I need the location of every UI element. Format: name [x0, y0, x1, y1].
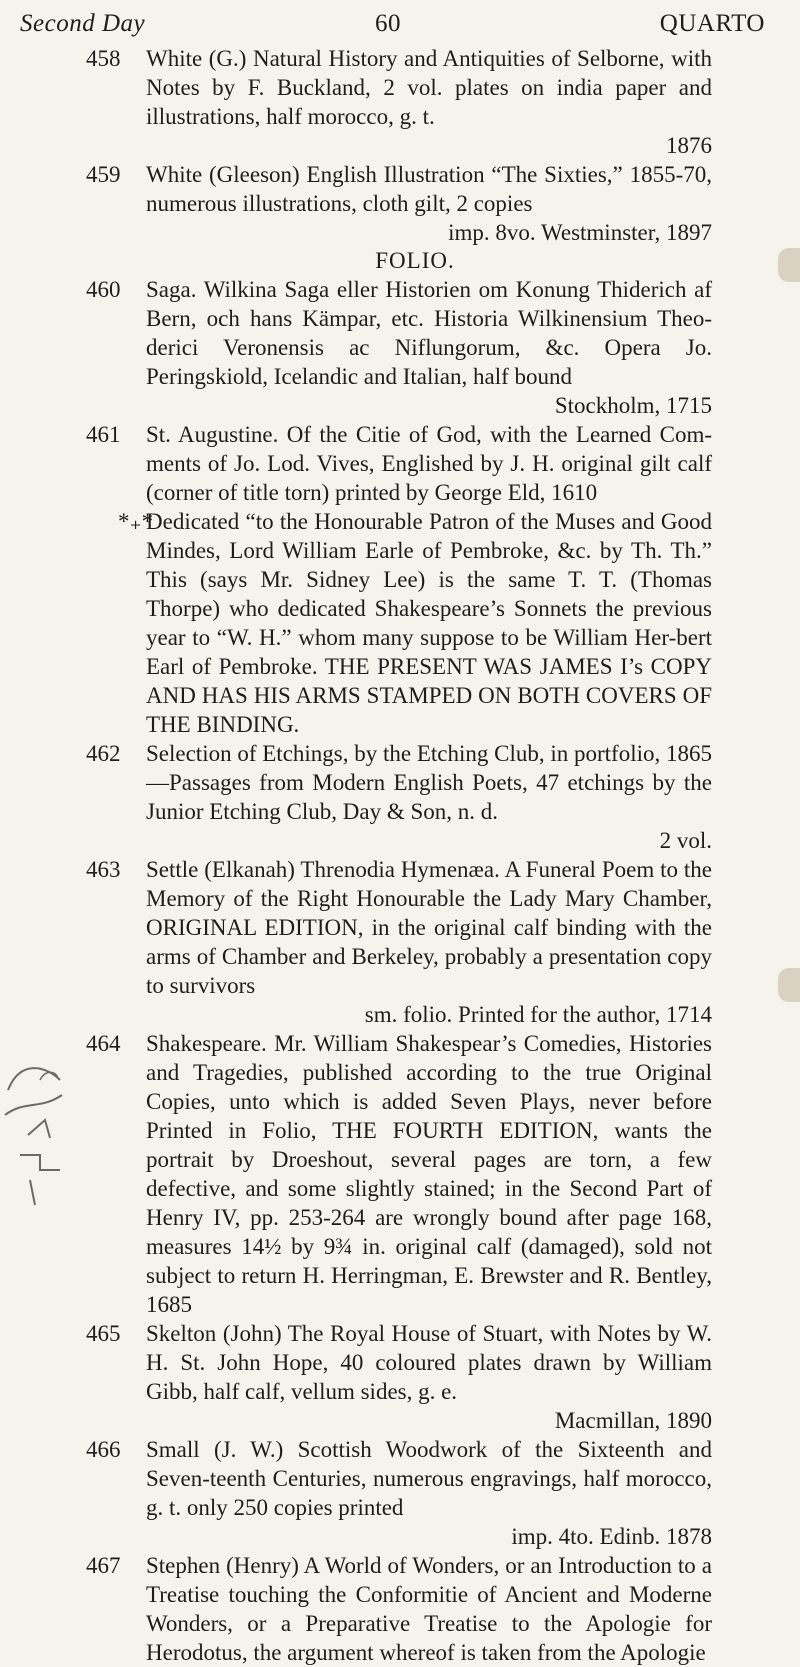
lot-number: 462: [86, 741, 121, 766]
section-heading-folio: FOLIO.: [375, 248, 455, 273]
lot-number: 465: [86, 1321, 121, 1346]
entry-464: [0, 1029, 800, 1319]
entry-466: [0, 1435, 800, 1551]
pencil-annotation-icon: [0, 1020, 90, 1220]
header-day: Second Day: [20, 10, 146, 37]
lot-number: 459: [86, 162, 121, 187]
entry-imprint: imp. 8vo. Westminster, 1897: [448, 220, 712, 245]
lot-number: 461: [86, 422, 121, 447]
entry-text: Small (J. W.) Scottish Woodwork of the Sixteenth and Seven-teenth Centuries, numerous engravings, half morocco, g. t. only 250 copies printed: [146, 1437, 712, 1520]
entry-imprint: 2 vol.: [659, 828, 712, 853]
entry-text: St. Augustine. Of the Citie of God, with the Learned Com-ments of Jo. Lod. Vives, Englished by J. H. original gilt calf (corner of title torn) printed by George Eld, 1610: [146, 422, 712, 505]
lot-number: 466: [86, 1437, 121, 1462]
entry-imprint: sm. folio. Printed for the author, 1714: [364, 1002, 712, 1027]
entry-imprint: Macmillan, 1890: [554, 1408, 712, 1433]
entry-465: [0, 1319, 800, 1435]
note-text: Dedicated “to the Honourable Patron of the Muses and Good Mindes, Lord William Earle of Pembroke, &c. by Th. Th.” This (says Mr. Sidney Lee) is the same T. T. (Thomas Thorpe) who dedicated Shakespeare’s Sonnets the previous year to “W. H.” whom many suppose to be William Her-bert Earl of Pembroke. THE PRESENT WAS JAMES I’s COPY AND HAS HIS ARMS STAMPED ON BOTH COVERS OF THE BINDING.: [146, 509, 712, 737]
entry-text: White (G.) Natural History and Antiquities of Selborne, with Notes by F. Buckland, 2 vol. plates on india paper and illustrations, half morocco, g. t.: [146, 46, 712, 129]
binding-hole-icon: [778, 968, 800, 1002]
entry-text: Settle (Elkanah) Threnodia Hymenæa. A Funeral Poem to the Memory of the Right Honourable the Lady Mary Chamber, ORIGINAL EDITION, in the original calf binding with the arms of Chamber and Berkeley, probably a presentation copy to survivors: [146, 857, 712, 998]
entry-text: Stephen (Henry) A World of Wonders, or an Introduction to a Treatise touching the Conformitie of Ancient and Moderne Wonders, or a Preparative Treatise to the Apologie for Herodotus, the argument whereof is taken from the Apologie: [146, 1553, 712, 1665]
page-header: [0, 10, 800, 42]
entry-imprint: 1876: [666, 133, 712, 158]
asterism-mark: *₊*: [118, 509, 154, 534]
entry-459: [0, 160, 800, 247]
entry-imprint: Stockholm, 1715: [554, 393, 712, 418]
lot-number: 463: [86, 857, 121, 882]
lot-number: 464: [86, 1031, 121, 1056]
entry-text: Shakespeare. Mr. William Shakespear’s Comedies, Histories and Tragedies, published according to the true Original Copies, unto which is added Seven Plays, never before Printed in Folio, THE FOURTH EDITION, wants the portrait by Droeshout, several pages are torn, a few defective, and some slightly stained; in the Second Part of Henry IV, pp. 253-264 are wrongly bound after page 168, measures 14½ by 9¾ in. original calf (damaged), sold not subject to return H. Herringman, E. Brewster and R. Bentley, 1685: [146, 1031, 712, 1317]
entry-text: Selection of Etchings, by the Etching Club, in portfolio, 1865 —Passages from Modern English Poets, 47 etchings by the Junior Etching Club, Day & Son, n. d.: [146, 741, 712, 824]
lot-number: 458: [86, 46, 121, 71]
page-number: 60: [375, 10, 401, 37]
entry-text: White (Gleeson) English Illustration “The Sixties,” 1855-70, numerous illustrations, cloth gilt, 2 copies: [146, 162, 712, 216]
entry-467: [0, 1551, 800, 1667]
lot-number: 467: [86, 1553, 121, 1578]
catalogue-entries: [0, 44, 800, 1667]
entry-text: Skelton (John) The Royal House of Stuart, with Notes by W. H. St. John Hope, 40 coloured plates drawn by William Gibb, half calf, vellum sides, g. e.: [146, 1321, 712, 1404]
entry-463: [0, 855, 800, 1029]
entry-462: [0, 739, 800, 855]
entry-458: [0, 44, 800, 160]
entry-461: [0, 420, 800, 507]
header-format: QUARTO: [659, 10, 765, 37]
entry-460: [0, 275, 800, 420]
lot-number: 460: [86, 277, 121, 302]
entry-imprint: imp. 4to. Edinb. 1878: [511, 1524, 712, 1549]
entry-text: Saga. Wilkina Saga eller Historien om Konung Thiderich af Bern, och hans Kämpar, etc. Historia Wilkinensium Theo-derici Veronensis ac Niflungorum, &c. Opera Jo. Peringskiold, Icelandic and Italian, half bound: [146, 277, 712, 389]
entry-461-note: [0, 507, 800, 739]
binding-hole-icon: [778, 248, 800, 282]
